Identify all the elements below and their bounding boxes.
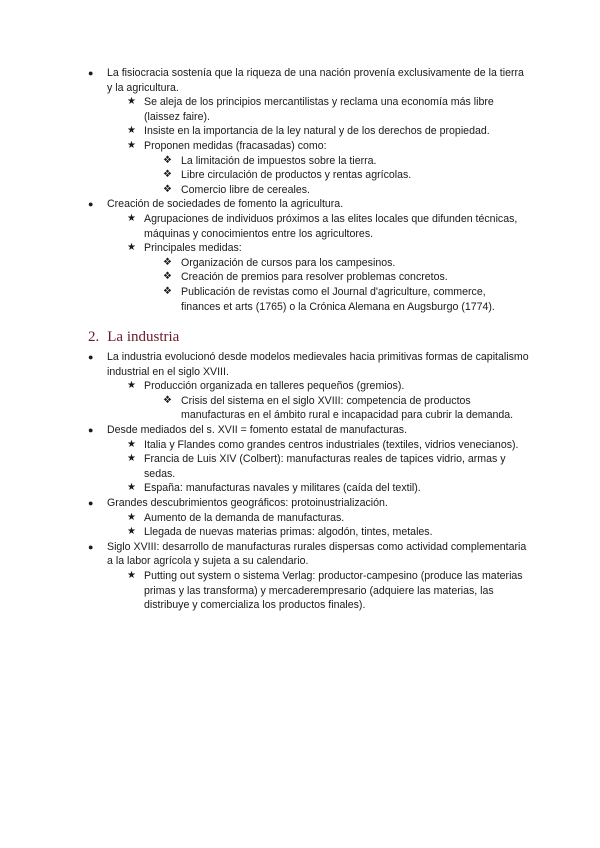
- diamond-icon: ❖: [163, 169, 172, 181]
- sub-list-item: [0, 124, 600, 139]
- sub-list-item-text: Producción organizada en talleres pequeños (gremios).: [144, 380, 405, 393]
- star-icon: ★: [127, 125, 136, 137]
- sub-list-item-text: Llegada de nuevas materias primas: algodón, tintes, metales.: [144, 526, 433, 539]
- sub-list-item-text: Italia y Flandes como grandes centros industriales (textiles, vidrios venecianos).: [144, 438, 519, 451]
- nested-list-item: [0, 270, 600, 285]
- sub-list-item-text: Proponen medidas (fracasadas) como:: [144, 139, 327, 152]
- star-icon: ★: [127, 242, 136, 254]
- sub-list-item: [0, 379, 600, 394]
- star-icon: ★: [127, 453, 136, 465]
- sub-list-item-text: Aumento de la demanda de manufacturas.: [144, 511, 345, 524]
- list-item-text: Siglo XVIII: desarrollo de manufacturas rurales dispersas como actividad complementaria a la labor agrícola y sujeta a su calendario.: [107, 540, 527, 568]
- nested-list-item: [0, 394, 600, 423]
- sub-list-item: [0, 438, 600, 453]
- list-item: [0, 540, 600, 569]
- diamond-icon: ❖: [163, 256, 172, 268]
- list-item: [0, 350, 600, 379]
- bullet-icon: ●: [88, 425, 94, 436]
- diamond-icon: ❖: [163, 394, 172, 406]
- star-icon: ★: [127, 139, 136, 151]
- list-item-text: La fisiocracia sostenía que la riqueza de una nación provenía exclusivamente de la tierra y la agricultura.: [107, 67, 524, 94]
- nested-list-item-text: Organización de cursos para los campesinos.: [181, 256, 396, 269]
- sub-list-item-text: Insiste en la importancia de la ley natural y de los derechos de propiedad.: [144, 125, 490, 138]
- star-icon: ★: [127, 438, 136, 450]
- nested-list-item: [0, 285, 600, 314]
- bullet-icon: ●: [88, 352, 94, 363]
- list-item: [0, 66, 600, 95]
- sub-list-item: [0, 241, 600, 256]
- diamond-icon: ❖: [163, 271, 172, 283]
- sub-list-item: [0, 481, 600, 496]
- star-icon: ★: [127, 570, 136, 581]
- bullet-icon: ●: [88, 498, 94, 509]
- sub-list-item-text: España: manufacturas navales y militares (caída del textil).: [144, 482, 421, 495]
- sub-list-item-text: Francia de Luis XIV (Colbert): manufacturas reales de tapices vidrio, armas y sedas.: [144, 453, 506, 480]
- nested-list-item: [0, 154, 600, 169]
- sub-list-item: [0, 95, 600, 124]
- sub-list-item: [0, 139, 600, 154]
- nested-list-item-text: Comercio libre de cereales.: [181, 183, 310, 196]
- diamond-icon: ❖: [163, 154, 172, 166]
- bullet-icon: ●: [88, 541, 94, 552]
- physiocracy-outline: [0, 66, 600, 314]
- bullet-icon: ●: [88, 68, 94, 78]
- list-item-text: Desde mediados del s. XVII = fomento estatal de manufacturas.: [107, 424, 408, 437]
- star-icon: ★: [127, 526, 136, 538]
- nested-list-item-text: La limitación de impuestos sobre la tierra.: [181, 154, 377, 167]
- sub-list-item-text: Se aleja de los principios mercantilistas y reclama una economía más libre (laissez faire).: [144, 96, 494, 123]
- star-icon: ★: [127, 511, 136, 523]
- star-icon: ★: [127, 482, 136, 494]
- sub-list-item: [0, 569, 600, 613]
- bullet-icon: ●: [88, 199, 94, 210]
- diamond-icon: ❖: [163, 183, 172, 195]
- sub-list-item: [0, 511, 600, 526]
- list-item-text: Grandes descubrimientos geográficos: protoinustrialización.: [107, 497, 388, 510]
- nested-list-item: [0, 256, 600, 271]
- list-item: [0, 197, 600, 212]
- nested-list-item-text: Libre circulación de productos y rentas agrícolas.: [181, 169, 412, 182]
- section-heading-industria: [88, 328, 600, 346]
- sub-list-item: [0, 525, 600, 540]
- sub-list-item: [0, 212, 600, 241]
- list-item: [0, 423, 600, 438]
- sub-list-item-text: Putting out system o sistema Verlag: productor-campesino (produce las materias primas y las transforma) y mercaderempresario (adquiere las materias, las distribuye y comercializa los productos finales).: [144, 570, 523, 612]
- document-page: [0, 66, 600, 613]
- star-icon: ★: [127, 212, 136, 224]
- industry-outline: [0, 350, 600, 613]
- nested-list-item-text: Publicación de revistas como el Journal d'agriculture, commerce, finances et arts (1765) o la Crónica Alemana en Augsburgo (1774).: [181, 285, 495, 313]
- section-title: La industria: [107, 329, 180, 346]
- nested-list-item: [0, 183, 600, 198]
- list-item-text: Creación de sociedades de fomento la agricultura.: [107, 198, 344, 211]
- nested-list-item-text: Crisis del sistema en el siglo XVIII: competencia de productos manufacturas en el ámbito rural e incapacidad para cubrir la demanda.: [181, 394, 514, 422]
- nested-list-item: [0, 168, 600, 183]
- sub-list-item-text: Agrupaciones de individuos próximos a las elites locales que difunden técnicas, máquinas y conocimientos entre los agricultores.: [144, 212, 518, 240]
- section-number: 2.: [88, 329, 100, 346]
- star-icon: ★: [127, 380, 136, 392]
- sub-list-item-text: Principales medidas:: [144, 242, 242, 255]
- diamond-icon: ❖: [163, 285, 172, 297]
- list-item: [0, 496, 600, 511]
- nested-list-item-text: Creación de premios para resolver problemas concretos.: [181, 271, 448, 284]
- sub-list-item: [0, 452, 600, 481]
- list-item-text: La industria evolucionó desde modelos medievales hacia primitivas formas de capitalismo industrial en el siglo XVIII.: [107, 351, 529, 378]
- star-icon: ★: [127, 96, 136, 108]
